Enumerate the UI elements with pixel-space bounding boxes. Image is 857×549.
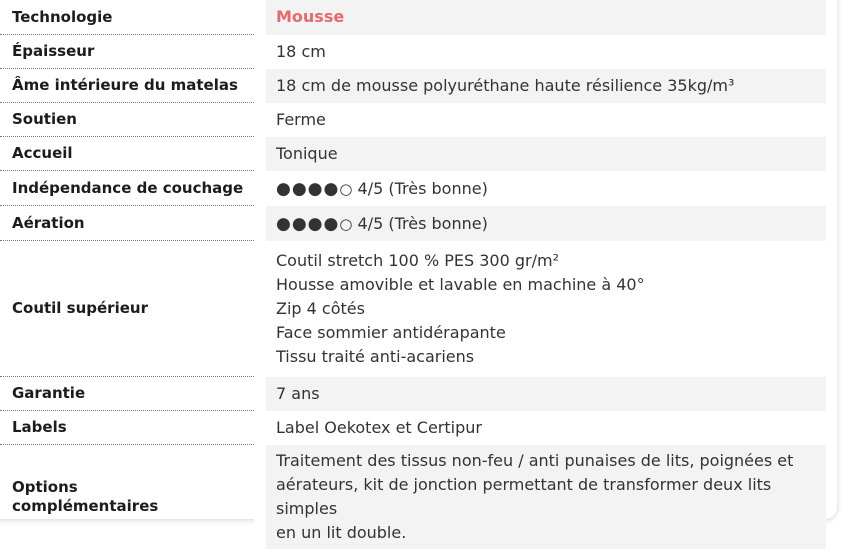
rating-filled-dots-icon: ●●●●	[276, 213, 340, 234]
rating-text: 4/5 (Très bonne)	[357, 213, 488, 233]
spec-value-line: Zip 4 côtés	[276, 299, 365, 318]
spec-label: Accueil	[0, 137, 254, 171]
technology-value: Mousse	[276, 6, 345, 26]
rating-value	[266, 171, 826, 206]
spec-row-accueil	[0, 137, 826, 171]
spec-value-line: en un lit double.	[276, 523, 407, 542]
spec-value-line: Coutil stretch 100 % PES 300 gr/m²	[276, 251, 559, 270]
spec-row-aeration	[0, 206, 826, 241]
spec-label: Soutien	[0, 103, 254, 137]
spec-value-line: Housse amovible et lavable en machine à 40°	[276, 275, 645, 294]
spec-value-line: Face sommier antidérapante	[276, 323, 506, 342]
rating-text: 4/5 (Très bonne)	[357, 178, 488, 198]
spec-row-independance	[0, 171, 826, 206]
spec-row-soutien	[0, 103, 826, 137]
spec-value: Tonique	[266, 137, 826, 171]
spec-row-epaisseur	[0, 35, 826, 69]
spec-label: Coutil supérieur	[0, 241, 254, 377]
spec-value: Ferme	[276, 110, 326, 129]
spec-label	[0, 445, 254, 549]
spec-row-coutil	[0, 241, 826, 377]
spec-label: Labels	[0, 411, 254, 445]
spec-label: Technologie	[0, 0, 254, 35]
spec-value: 18 cm	[276, 42, 326, 61]
spec-row-labels	[0, 411, 826, 445]
spec-label-line: complémentaires	[12, 497, 159, 515]
spec-label: Aération	[0, 206, 254, 241]
spec-value-line: aérateurs, kit de jonction permettant de transformer deux lits simples	[276, 475, 772, 518]
spec-row-garantie	[0, 377, 826, 411]
spec-label: Indépendance de couchage	[0, 171, 254, 206]
rating-value	[266, 206, 826, 241]
spec-value: 7 ans	[266, 377, 826, 411]
rating-empty-dot-icon: ○	[339, 214, 353, 233]
spec-value: 18 cm de mousse polyuréthane haute résilience 35kg/m³	[266, 69, 826, 103]
spec-value: Label Oekotex et Certipur	[276, 418, 482, 437]
spec-value	[266, 445, 826, 549]
spec-row-options	[0, 445, 826, 549]
spec-label: Âme intérieure du matelas	[0, 69, 254, 103]
rating-filled-dots-icon: ●●●●	[276, 178, 340, 199]
spec-row-technologie	[0, 0, 826, 35]
spec-value	[266, 241, 826, 377]
spec-value-line: Traitement des tissus non-feu / anti punaises de lits, poignées et	[276, 451, 794, 470]
spec-label: Garantie	[0, 377, 254, 411]
spec-row-ame-interieure	[0, 69, 826, 103]
spec-value-line: Tissu traité anti-acariens	[276, 347, 475, 366]
spec-label-line: Options	[12, 478, 78, 496]
spec-value	[266, 0, 826, 35]
rating-empty-dot-icon: ○	[339, 179, 353, 198]
spec-label: Épaisseur	[0, 35, 254, 69]
